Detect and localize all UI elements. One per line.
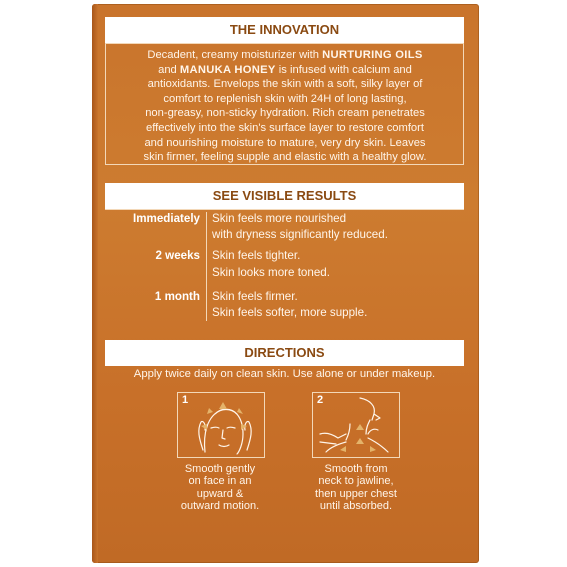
result-text: Skin feels softer, more supple.	[212, 306, 368, 319]
innovation-line	[111, 48, 459, 63]
caption-line: then upper chest	[315, 487, 397, 500]
innovation-text-segment: antioxidants. Envelops the skin with a soft, silky layer of	[147, 78, 423, 91]
innovation-text-segment: effectively into the skin's surface layer to restore comfort	[145, 122, 424, 134]
innovation-text-segment: Decadent, creamy moisturizer with	[147, 49, 323, 61]
caption-line: outward motion.	[180, 499, 260, 512]
innovation-text-segment: and nourishing moisture to mature, very dry skin. Leaves	[144, 136, 426, 149]
caption-line: upward &	[196, 487, 244, 500]
step-1-number: 1	[182, 394, 189, 406]
caption-line: neck to jawline,	[318, 475, 394, 488]
innovation-line	[111, 121, 459, 136]
result-text: with dryness significantly reduced.	[212, 228, 388, 241]
result-label-2-weeks: 2 weeks	[155, 249, 200, 262]
caption-line: Smooth gently	[184, 463, 256, 475]
innovation-line	[111, 63, 459, 78]
step-2-caption	[296, 463, 416, 512]
innovation-text-segment: non-greasy, non-sticky hydration. Rich cream penetrates	[145, 107, 425, 120]
caption-line: Smooth from	[324, 463, 388, 475]
step-1-caption	[160, 463, 280, 512]
face-massage-icon	[181, 394, 263, 456]
innovation-line	[111, 106, 459, 121]
innovation-heading: THE INNOVATION	[105, 17, 464, 43]
result-text: Skin feels more nourished	[212, 212, 347, 225]
innovation-text-segment: comfort to replenish skin with 24H of long lasting,	[163, 92, 407, 105]
innovation-line	[111, 136, 459, 151]
innovation-bold-segment: MANUKA HONEY	[179, 63, 276, 76]
step-2-number: 2	[317, 394, 324, 406]
result-label-immediately: Immediately	[132, 212, 200, 225]
result-text: Skin feels firmer.	[212, 290, 298, 303]
results-heading: SEE VISIBLE RESULTS	[105, 183, 464, 209]
result-text: Skin feels tighter.	[212, 249, 301, 262]
results-top-rule	[105, 209, 464, 210]
innovation-line	[111, 92, 459, 107]
neck-massage-icon	[316, 394, 398, 456]
directions-heading: DIRECTIONS	[105, 340, 464, 366]
directions-intro: Apply twice daily on clean skin. Use alone or under makeup.	[133, 368, 436, 380]
caption-line: on face in an	[188, 475, 252, 488]
box-edge	[92, 4, 98, 563]
innovation-line	[111, 77, 459, 92]
innovation-text-segment: skin firmer, feeling supple and elastic with a healthy glow.	[143, 151, 427, 164]
innovation-bold-segment: NURTURING OILS	[322, 49, 423, 61]
innovation-line	[111, 150, 459, 165]
innovation-text-segment: and	[158, 63, 180, 76]
innovation-text-segment: is infused with calcium and	[275, 63, 412, 76]
result-text: Skin looks more toned.	[212, 266, 330, 279]
result-label-1-month: 1 month	[154, 290, 200, 303]
results-divider	[206, 212, 207, 321]
caption-line: until absorbed.	[319, 499, 393, 512]
